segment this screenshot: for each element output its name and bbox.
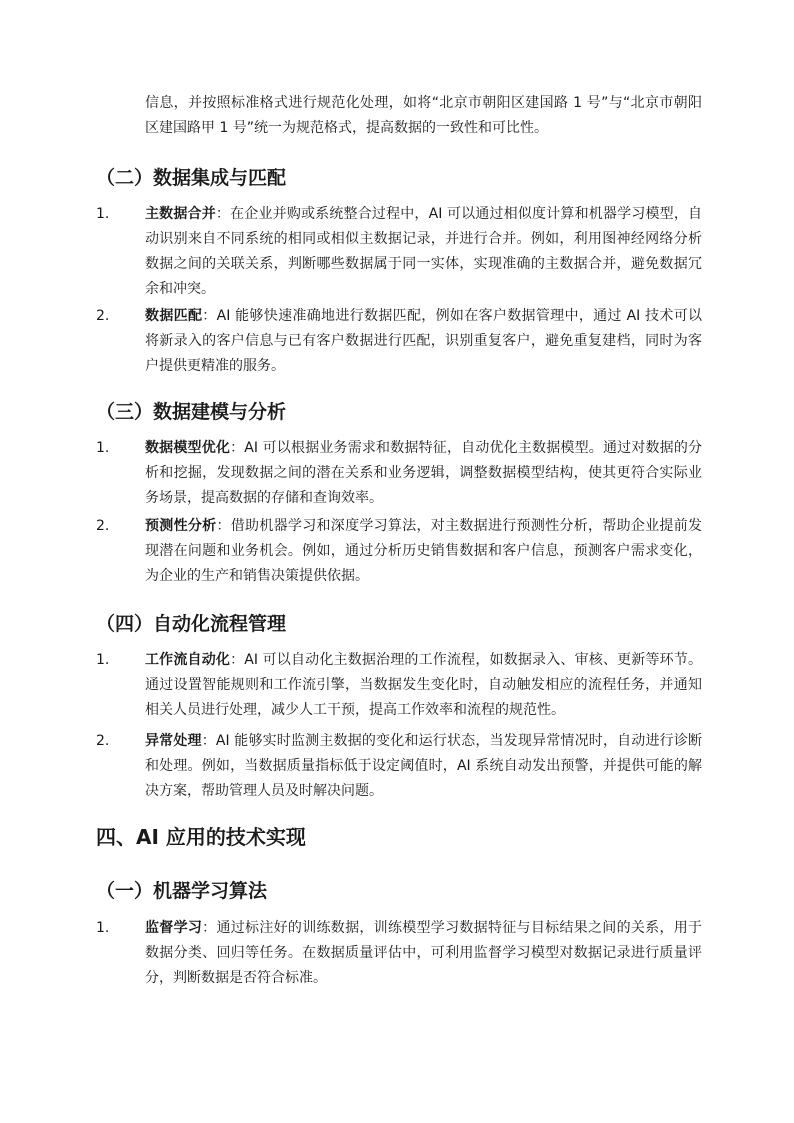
term-separator: ：: [201, 733, 216, 749]
list-number: 2.: [96, 733, 110, 749]
list-number: 1.: [96, 206, 110, 222]
list-item-body: [145, 514, 702, 589]
list-item-term: 异常处理: [145, 733, 202, 749]
list-item-text: 借助机器学习和深度学习算法，对主数据进行预测性分析，帮助企业提前发现潜在问题和业务机会。例如，通过分析历史销售数据和客户信息，预测客户需求变化，为企业的生产和销售决策提供依据。: [145, 518, 703, 584]
list-number: 2.: [96, 518, 110, 534]
term-separator: ：: [230, 440, 245, 456]
list-item-text: AI 可以自动化主数据治理的工作流程，如数据录入、审核、更新等环节。通过设置智能规则和工作流引擎，当数据发生变化时，自动触发相应的流程任务，并通知相关人员进行处理，减少人工干预，提高工作效率和流程的规范性。: [145, 652, 703, 718]
list-item-body: [145, 436, 702, 511]
term-separator: ：: [216, 518, 231, 534]
list-item-term: 预测性分析: [145, 518, 217, 534]
list-item-text: 在企业并购或系统整合过程中，AI 可以通过相似度计算和机器学习模型，自动识别来自不同系统的相同或相似主数据记录，并进行合并。例如，利用图神经网络分析数据之间的关联关系，判断哪些数据属于同一实体，实现准确的主数据合并，避免数据冗余和冲突。: [145, 206, 703, 297]
list-item-body: [145, 916, 702, 991]
intro-paragraph: 信息，并按照标准格式进行规范化处理，如将“北京市朝阳区建国路 1 号”与“北京市朝阳区建国路甲 1 号”统一为规范格式，提高数据的一致性和可比性。: [145, 95, 702, 136]
list-item-text: AI 能够实时监测主数据的变化和运行状态，当发现异常情况时，自动进行诊断和处理。例如，当数据质量指标低于设定阈值时，AI 系统自动发出预警，并提供可能的解决方案，帮助管理人员及时解决问题。: [145, 733, 703, 799]
list-item-term: 监督学习: [145, 920, 203, 936]
list-item-text: AI 可以根据业务需求和数据特征，自动优化主数据模型。通过对数据的分析和挖掘，发现数据之间的潜在关系和业务逻辑，调整数据模型结构，使其更符合实际业务场景，提高数据的存储和查询效率。: [145, 440, 703, 506]
term-separator: ：: [202, 920, 217, 936]
section-heading-ml-algorithms: （一）机器学习算法: [96, 880, 268, 902]
list-item-body: [145, 648, 702, 723]
list-item-body: [145, 304, 702, 379]
list-number: 1.: [96, 920, 110, 936]
list-item-term: 数据匹配: [145, 308, 203, 324]
section-heading-data-modeling: （三）数据建模与分析: [96, 401, 287, 423]
list-item-term: 数据模型优化: [145, 440, 231, 456]
list-item-term: 工作流自动化: [145, 652, 231, 668]
term-separator: ：: [230, 652, 245, 668]
term-separator: ：: [202, 308, 217, 324]
list-item-body: [145, 729, 702, 804]
list-number: 1.: [96, 652, 110, 668]
list-number: 1.: [96, 440, 110, 456]
list-item-text: AI 能够快速准确地进行数据匹配，例如在客户数据管理中，通过 AI 技术可以将新录入的客户信息与已有客户数据进行匹配，识别重复客户，避免重复建档，同时为客户提供更精准的服务。: [145, 308, 703, 374]
section-heading-data-integration: （二）数据集成与匹配: [96, 167, 287, 189]
list-number: 2.: [96, 308, 110, 324]
term-separator: ：: [215, 206, 231, 222]
list-item-term: 主数据合并: [145, 206, 216, 222]
chapter-heading: 四、AI 应用的技术实现: [96, 825, 306, 849]
list-item-body: [145, 202, 702, 302]
list-item-text: 通过标注好的训练数据，训练模型学习数据特征与目标结果之间的关系，用于数据分类、回归等任务。在数据质量评估中，可利用监督学习模型对数据记录进行质量评分，判断数据是否符合标准。: [145, 920, 703, 986]
section-heading-workflow-automation: （四）自动化流程管理: [96, 613, 287, 635]
